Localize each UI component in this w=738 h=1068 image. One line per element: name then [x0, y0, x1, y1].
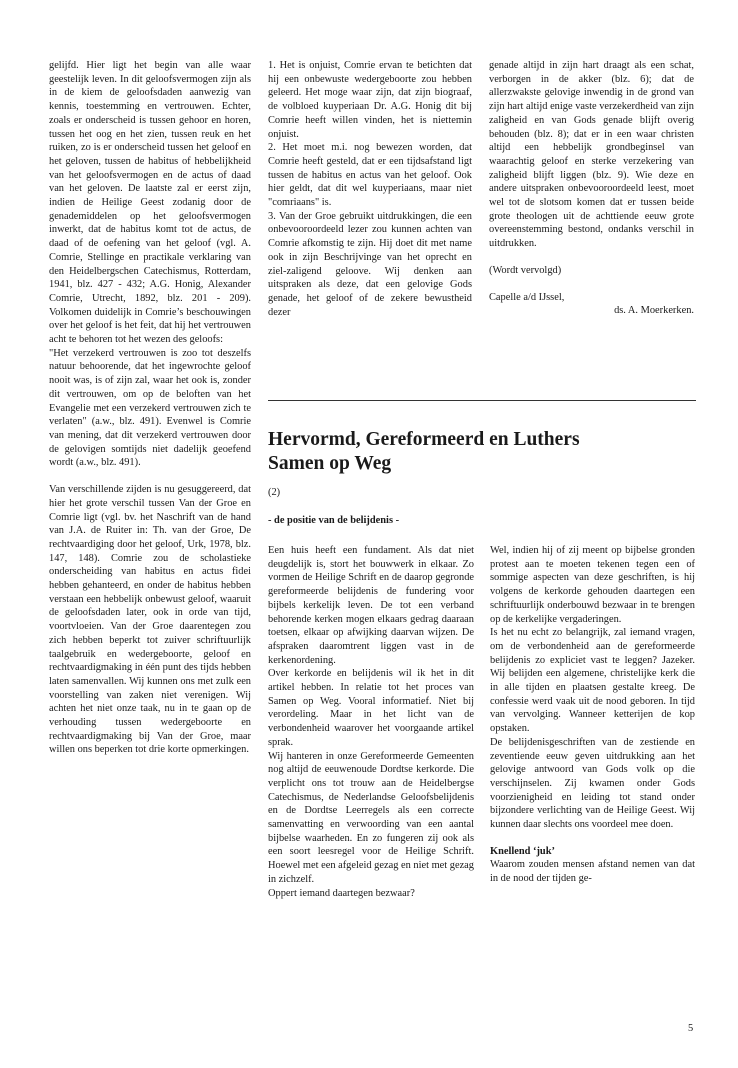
- article-subtitle: - de positie van de belijdenis -: [268, 515, 400, 526]
- paragraph: Van verschillende zijden is nu gesuggereerd, dat hier het grote verschil tussen Van der Groe en Comrie ligt (vgl. bv. het Naschrift van de hand van J.A. de Ruiter in: Th. van der Groe, De rechtvaardiging door het geloof, Urk, 1978, blz. 147, 148). Comrie zou de scholastieke onderscheiding van habitus en actus fidei hebben gehanteerd, en onder de habitus hebben verstaan een hebbelijk onbewust geloof, waaruit de geloofsdaden later, ook in orde van tijd, voortvloeien. Van der Groe daarentegen zou zich hebben beperkt tot zuiver schriftuurlijk taalgebruik en wedergeboorte, geloof en rechtvaardigmaking in één punt des tijds hebben laten samenvallen. Wij kunnen ons met zulk een voorstelling van zaken niet verenigen. Wij achten het niet onze taak, nu in te gaan op de verhouding tussen wedergeboorte en rechtvaardigmaking bij Van der Groe, maar willen ons beperken tot drie korte opmerkingen.: [49, 484, 251, 756]
- section-divider: [268, 400, 696, 401]
- paragraph: Over kerkorde en belijdenis wil ik het in dit artikel hebben. In relatie tot het proces van Samen op Weg. Vooral informatief. Niet bij verordeling. Maar in het licht van de verbondenheid waarover het voorgaande artikel sprak.: [268, 668, 474, 748]
- paragraph: De belijdenisgeschriften van de zestiende en zeventiende eeuw geven uitdrukking aan het gelovige antwoord van Gods volk op die verschijnselen. Zij kwamen onder Gods voorzienigheid en leiding tot stand onder bijzondere verlichting van de Heilige Geest. Wij kunnen daar slechts ons voordeel mee doen.: [490, 736, 695, 831]
- signature-place: Capelle a/d IJssel,: [489, 291, 565, 303]
- article-title-line-1: Hervormd, Gereformeerd en Luthers: [268, 429, 580, 450]
- section-subheading: Knellend ‘juk’: [490, 845, 555, 857]
- remark-1: 1. Het is onjuist, Comrie ervan te betichten dat hij een onbewuste wedergeboorte zou hebben geleerd. Het moge waar zijn, dat zijn biograaf, de volbloed kuyperiaan Dr. A.G. Honig dit bij Comrie heeft willen vinden, het is niettemin onjuist.: [268, 60, 472, 140]
- paragraph: gelijfd. Hier ligt het begin van alle waar geestelijk leven. In dit geloofsvermogen zijn als in de kiem de geloofsdaden aanwezig van kennis, toestemming en vertrouwen. Echter, zoals er onderscheid is tussen gehoor en horen, tussen het oog en het zien, tussen reuk en het ruiken, zo is er onderscheid tussen het geloof en het geloven, tussen de habitus of hebbelijkheid van het geloofsvermogen en de actus of daad van het geloven. De laatste zal er eerst zijn, indien de Heilige Geest zodanig door de genademiddelen op het geloofsvermogen inwerkt, dat de habitus komt tot de actus, de daad of de oefening van het geloof (vgl. A. Comrie, Stellinge en practikale verklaring van den Heidelbergschen Catechismus, Rotterdam, 1941, blz. 427 - 432; A.G. Honig, Alexander Comrie, Utrecht, 1892, blz. 201 - 209). Volkomen duidelijk in Comrie’s beschouwingen over het geloof is het feit, dat hij het vertrouwen acht te behoren tot het wezen des geloofs:: [49, 60, 251, 346]
- paragraph: Is het nu echt zo belangrijk, zal iemand vragen, om de verbondenheid aan de gereformeerde belijdenis zo expliciet vast te leggen? Jazeker. Wij belijden een algemene, christelijke kerk die in alle tijden en plaatsen gestalte kreeg. De confessie werd vaak uit de nood geboren. In tijd van vervolging. Wanneer ketterijen de kop opstaken.: [490, 627, 695, 735]
- article-column-2: [490, 544, 695, 886]
- paragraph: genade altijd in zijn hart draagt als een schat, verborgen in de akker (blz. 6); dat de allerzwakste gelovige inwendig in de grond van zijn hart altijd enige vaste verzekerdheid van zijn zaligheid en van Gods genade blijft overig behouden (blz. 8); dat er in een waar christen altijd een hebbelijk grondbeginsel van waarachtig geloof en sterke verzekering van zaligheid blijft liggen (blz. 9). Wie deze en andere uitspraken onbevooroordeeld leest, moet wel tot de slotsom komen dat er tussen beide grote theologen uit de achttiende eeuw grote overeenstemming bestond, ondanks verschil in uitdrukken.: [489, 60, 694, 250]
- paragraph: Een huis heeft een fundament. Als dat niet deugdelijk is, stort het bouwwerk in elkaar. Zo vormen de Heilige Schrift en de daarop gegronde gereformeerde belijdenis de fundering voor bijbels kerkelijk leven. De tot een verband behorende kerken mogen elkaars gedrag daaraan toetsen, elkaar op afwijking daarvan wijzen. De afspraken daaromtrent liggen vast in de kerkenordening.: [268, 545, 474, 666]
- signature-line: [489, 291, 694, 305]
- remark-3: 3. Van der Groe gebruikt uitdrukkingen, die een onbevooroordeeld lezer zou kunnen achten van Comrie afkomstig te zijn. Hij doet dit met name ook in zijn Beschrijvinge van het oprecht en ziel-zaligend geloove. Wij denken aan uitspraken als deze, dat een gelovige Gods genade, het geloof of de zekere bewustheid dezer: [268, 210, 472, 318]
- continued-note: (Wordt vervolgd): [489, 264, 562, 276]
- paragraph: Wel, indien hij of zij meent op bijbelse gronden protest aan te moeten tekenen tegen een of sommige aspecten van deze geschriften, is hij volgens de kerkorde gehouden daartegen een schriftuurlijk onderbouwd bezwaar in te brengen op de kerkelijke vergaderingen.: [490, 545, 695, 625]
- article-column-1: [268, 544, 474, 900]
- column-3: [489, 59, 694, 318]
- quote-paragraph: "Het verzekerd vertrouwen is zoo tot deszelfs natuur behoorende, dat het ingewrochte geloof nooit was, is of zijn zal, waar het ook is, zonder dit vertrouwen, om op de beloften van het Evangelie met een verzekerd vertrouwen zich te verlaten" (a.w., blz. 491). Evenwel is Comrie van mening, dat dit verzekerd vertrouwen door de gelovigen somtijds niet dadelijk geoefend wordt (a.w., blz. 491).: [49, 347, 251, 469]
- signature-author: ds. A. Moerkerken.: [614, 305, 694, 317]
- article-title-line-2: Samen op Weg: [268, 453, 392, 474]
- article-title: [268, 428, 688, 476]
- paragraph: Waarom zouden mensen afstand nemen van dat in de nood der tijden ge-: [490, 859, 695, 885]
- remark-2: 2. Het moet m.i. nog bewezen worden, dat Comrie heeft gesteld, dat er een tijdsafstand ligt tussen de habitus en actus van het geloof. Ook hier geldt, dat dit wel kuyperiaans, maar niet "comriaans" is.: [268, 142, 472, 209]
- page-number: 5: [688, 1023, 694, 1034]
- column-1: [49, 59, 251, 757]
- article-series-number: (2): [268, 487, 281, 498]
- paragraph: Oppert iemand daartegen bezwaar?: [268, 887, 415, 899]
- paragraph: Wij hanteren in onze Gereformeerde Gemeenten nog altijd de eeuwenoude Dordtse kerkorde. Die verplicht ons tot trouw aan de Heidelbergse Catechismus, de Nederlandse Geloofsbelijdenis en de Dordtse Leerregels als een correcte samenvatting en verwoording van een aantal bijbelse waarheden. En zo fungeren zij ook als een soort leesregel voor de Heilige Schrift. Hoewel met een afgeleid gezag en niet met gezag in zichzelf.: [268, 750, 474, 885]
- signature-author-line: [489, 304, 694, 318]
- column-2: [268, 59, 472, 319]
